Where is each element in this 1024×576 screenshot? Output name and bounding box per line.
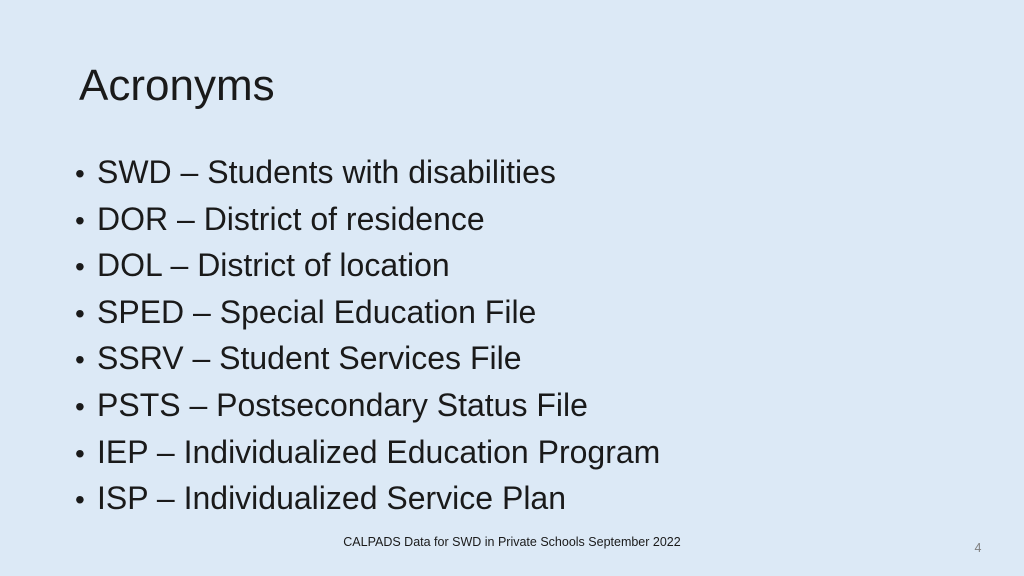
bullet-icon: •: [75, 437, 85, 469]
page-number: 4: [974, 541, 982, 555]
list-item: [75, 476, 660, 523]
bullet-icon: •: [75, 297, 85, 329]
list-item: [75, 336, 660, 383]
list-item: [75, 290, 660, 337]
list-item: [75, 197, 660, 244]
list-item-text: DOR – District of residence: [97, 200, 485, 237]
list-item-text: SSRV – Student Services File: [97, 340, 522, 377]
acronym-list: [75, 150, 660, 523]
list-item-text: IEP – Individualized Education Program: [97, 433, 661, 470]
list-item-text: SWD – Students with disabilities: [97, 154, 556, 190]
list-item-text: ISP – Individualized Service Plan: [97, 480, 567, 517]
slide-title: Acronyms: [79, 61, 275, 110]
list-item: [75, 430, 660, 477]
bullet-icon: •: [75, 344, 85, 376]
bullet-icon: •: [75, 158, 85, 189]
bullet-icon: •: [75, 484, 85, 516]
slide-footer: CALPADS Data for SWD in Private Schools September 2022: [343, 535, 681, 549]
bullet-icon: •: [75, 390, 85, 422]
bullet-icon: •: [75, 204, 85, 236]
bullet-icon: •: [75, 251, 85, 283]
list-item: [75, 243, 660, 290]
list-item-text: DOL – District of location: [97, 247, 450, 284]
list-item: [75, 150, 660, 197]
list-item-text: PSTS – Postsecondary Status File: [97, 386, 588, 423]
list-item: [75, 383, 660, 430]
list-item-text: SPED – Special Education File: [97, 293, 537, 330]
